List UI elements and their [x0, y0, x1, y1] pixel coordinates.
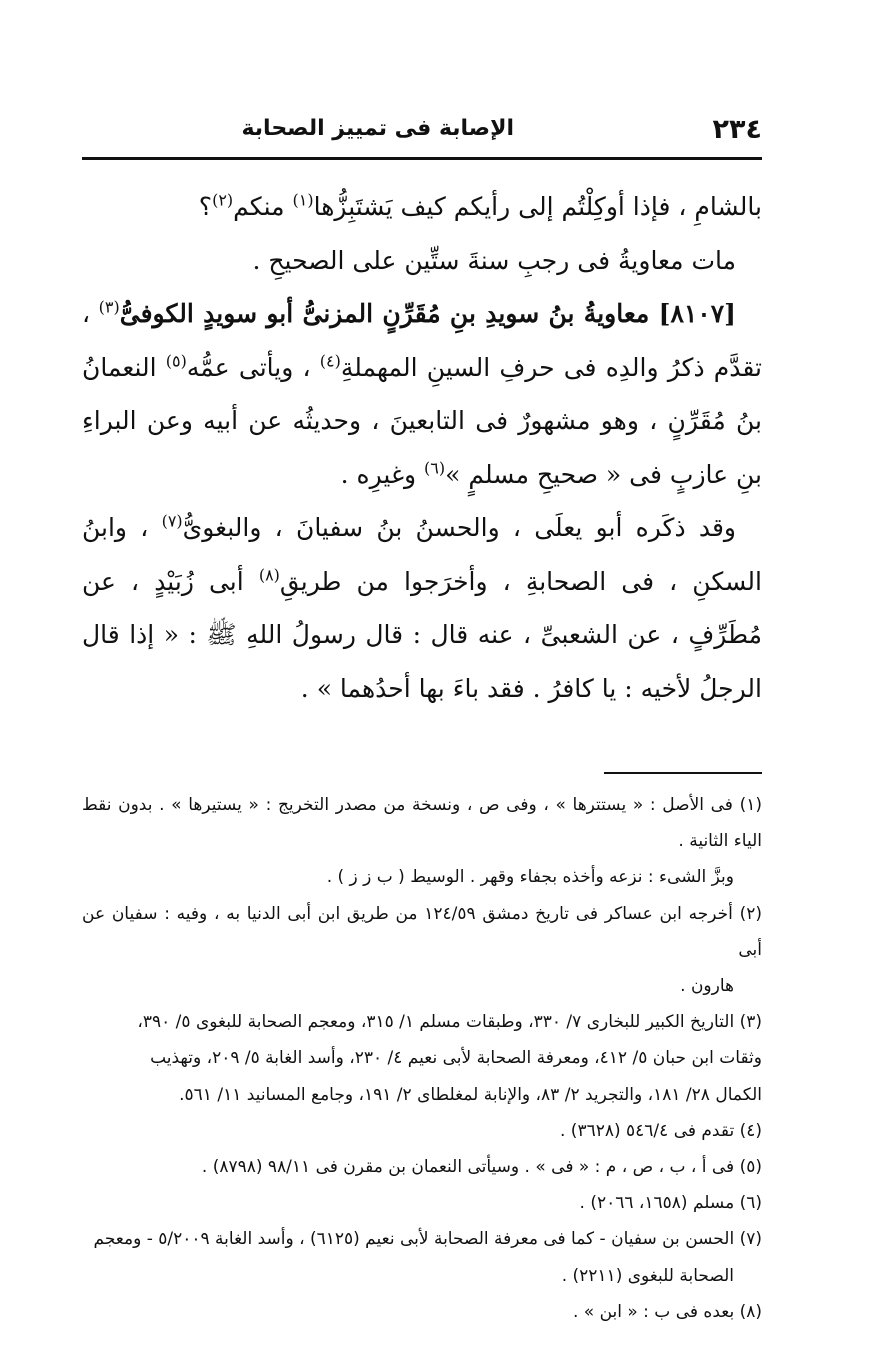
header-divider: [82, 157, 762, 160]
footnote-1-continued: وبزَّ الشىء : نزعه وأخذه بجفاء وقهر . الوسيط ( ب ز ز ) .: [326, 867, 734, 888]
main-text: [82, 180, 762, 715]
running-title: الإصابة فى تمييز الصحابة: [241, 116, 514, 141]
text-run: ، تقدَّم ذكرُ والدِه فى حرفِ السينِ المهملةِ: [82, 299, 762, 382]
footnote-8: (٨) بعده فى ب : « ابن » .: [572, 1301, 762, 1322]
footnote-marker: (٣): [98, 297, 120, 317]
footnote-marker: (٧): [161, 511, 183, 531]
paragraph-2: [82, 234, 762, 288]
text-run: وقد ذكَره أبو يعلَى ، والحسنُ بنُ سفيانَ ، والبغوىُّ: [182, 513, 736, 542]
footnote-2-continued: هارون .: [680, 976, 734, 997]
text-run: مات معاويةُ فى رجبِ سنةَ ستِّين على الصحيحِ .: [252, 245, 736, 275]
text-run: ، ويأتى عمُّه: [186, 352, 320, 382]
footnote-marker: (٤): [319, 351, 341, 371]
footnote-1: (١) فى الأصل : « يستترها » ، وفى ص ، ونسخة من مصدر التخريج : « يستيرها » . بدون نقط الياء الثانية .: [82, 795, 762, 852]
paragraph-4: [82, 501, 762, 715]
footnote-marker: (٥): [165, 351, 187, 371]
footnote-divider: [604, 772, 762, 774]
footnote-marker: (٦): [424, 458, 446, 478]
text-run: بالشامِ ، فإذا أوكِلْتُم إلى رأيكم كيف يَشتَبِزُّها: [313, 192, 762, 221]
footnote-4: (٤) تقدم فى ٥٤٦/٤ (٣٦٢٨) .: [560, 1120, 762, 1141]
text-run: ؟: [198, 192, 213, 221]
text-run: ، وابنُ السكنِ ، فى الصحابةِ ، وأخرَجوا من طريقِ: [82, 513, 762, 596]
paragraph-1: [82, 180, 762, 234]
footnote-marker: (٢): [212, 190, 234, 210]
footnote-7: (٧) الحسن بن سفيان - كما فى معرفة الصحابة لأبى نعيم (٦١٢٥) ، وأسد الغابة ٥/٢٠٠٩ - ومعجم: [93, 1229, 762, 1250]
footnote-3-continued: وثقات ابن حبان ٥/ ٤١٢، ومعرفة الصحابة لأبى نعيم ٤/ ٢٣٠، وأسد الغابة ٥/ ٢٠٩، وتهذيب: [150, 1048, 762, 1069]
footnote-marker: (٨): [258, 565, 280, 585]
footnote-6: (٦) مسلم (١٦٥٨، ٢٠٦٦) .: [579, 1193, 762, 1214]
footnote-7-continued: الصحابة للبغوى (٢٢١١) .: [561, 1265, 734, 1286]
footnote-marker: (١): [292, 190, 314, 210]
footnotes: [82, 787, 762, 1330]
text-run: النعمانُ بنُ مُقَرِّنٍ ، وهو مشهورٌ فى التابعينَ ، وحديثُه عن أبيه وعن البراءِ بنِ عازبٍ فى « صحيحِ مسلمٍ »: [82, 352, 762, 489]
footnote-3-continued: الكمال ٢٨/ ١٨١، والتجريد ٢/ ٨٣، والإنابة لمغلطاى ٢/ ١٩١، وجامع المسانيد ١١/ ٥٦١.: [179, 1084, 762, 1105]
page-number: ٢٣٤: [712, 114, 762, 145]
footnote-5: (٥) فى أ ، ب ، ص ، م : « فى » . وسيأتى النعمان بن مقرن فى ٩٨/١١ (٨٧٩٨) .: [201, 1157, 762, 1178]
text-run: منكم: [233, 192, 293, 221]
footnote-3: (٣) التاريخ الكبير للبخارى ٧/ ٣٣٠، وطبقات مسلم ١/ ٣١٥، ومعجم الصحابة للبغوى ٥/ ٣٩٠،: [137, 1012, 762, 1033]
text-run: أبى زُبَيْدٍ ، عن مُطَرِّفٍ ، عن الشعبىِّ ، عنه قال : قال رسولُ اللهِ ﷺ : « إذا قال الرجلُ لأخيه : يا كافرُ . فقد باءَ بها أحدُهما » .: [82, 566, 762, 703]
paragraph-3: [82, 287, 762, 501]
text-run: وغيرِه .: [340, 459, 425, 489]
footnote-2: (٢) أخرجه ابن عساكر فى تاريخ دمشق ١٢٤/٥٩ من طريق ابن أبى الدنيا به ، وفيه : سفيان عن أبى: [82, 903, 762, 960]
entry-heading: [٨١٠٧] معاويةُ بنُ سويدِ بنِ مُقَرِّنٍ المزنىُّ أبو سويدٍ الكوفىُّ: [119, 299, 737, 328]
page-header: [82, 108, 762, 152]
